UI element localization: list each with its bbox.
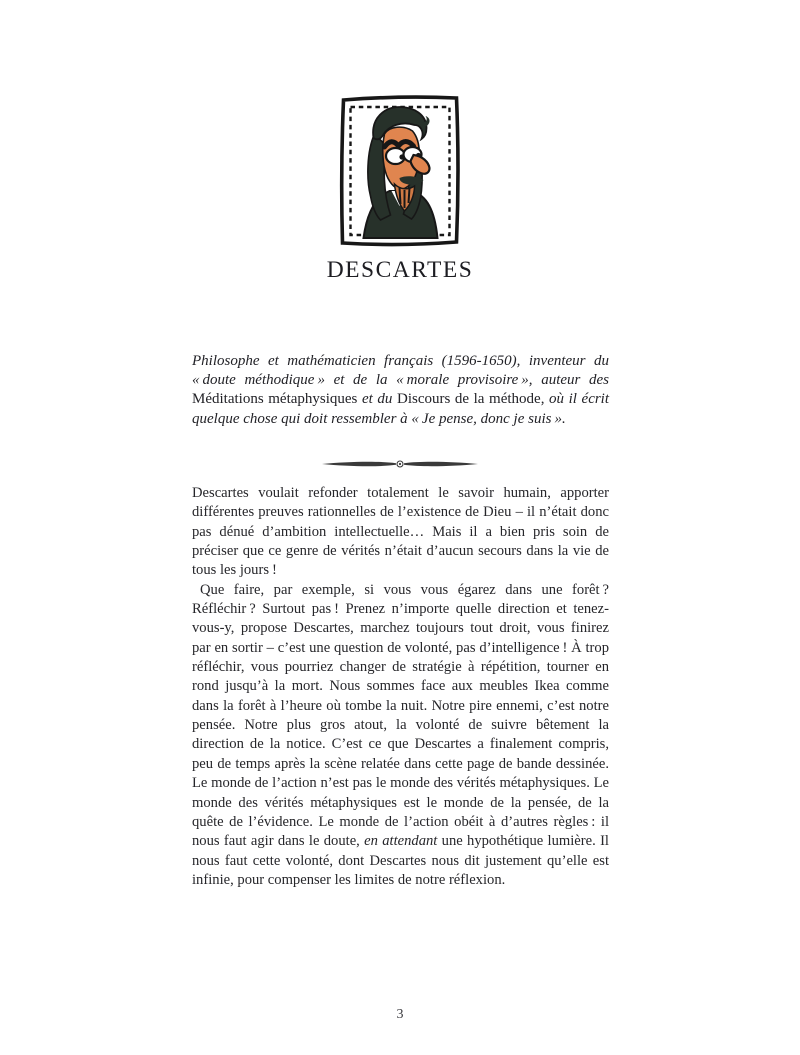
- text-segment: Descartes voulait refonder totalement le savoir humain, apporter différentes preuves rationnelles de l’existence de Dieu – il n’était donc pas dénué d’ambition intellectuelle… Mais il a bien pris soin de préciser que ce genre de vérités n’était d’aucun secours dans la vie de tous les jours !: [192, 485, 609, 579]
- ornament-right-blade: [404, 462, 478, 466]
- text-segment: en attendant: [364, 833, 438, 850]
- body-text: [192, 484, 609, 890]
- text-segment: Que faire, par exemple, si vous vous égarez dans une forêt ? Réfléchir ? Surtout pas ! Prenez n’importe quelle direction et tenez-vous-y, propose Descartes, marchez toujours tout droit, vous finirez par en sortir – c’est une question de volonté, pas d’intelligence ! À trop réfléchir, vous pourriez changer de stratégie à répétition, tourner en rond jusqu’à la mort. Nous sommes face aux meubles Ikea comme dans la forêt à l’heure où tombe la nuit. Notre pire ennemi, c’est notre pensée. Notre plus gros atout, la volonté de suivre bêtement la direction de la notice. C’est ce que Descartes a finalement compris, peu de temps après la scène relatée dans cette page de bande dessinée. Le monde de l’action n’est pas le monde des vérités métaphysiques. Le monde des vérités métaphysiques est le monde de la pensée, de la quête de l’évidence. Le monde de l’action obéit à d’autres règles : il nous faut agir dans le doute,: [192, 581, 609, 850]
- ornament-left-blade: [322, 462, 396, 466]
- text-segment: et du: [357, 391, 397, 408]
- portrait-frame: [337, 92, 464, 250]
- text-segment: une hypothétique lumière. Il nous faut cette volonté, dont Descartes nous dit justement qu’elle est infinie, pour compenser les limites de notre réflexion.: [192, 833, 609, 888]
- body-paragraph: [192, 581, 609, 891]
- body-paragraph: [192, 484, 609, 581]
- bio-paragraph: [192, 352, 609, 429]
- divider-ornament: [320, 456, 480, 466]
- text-segment: où il écrit quelque chose qui doit ressembler à « Je pense, donc je suis ».: [192, 391, 610, 427]
- pupil-left: [399, 154, 404, 159]
- spindle-ornament-icon: [320, 459, 480, 469]
- text-segment: Discours de la méthode,: [396, 391, 545, 408]
- ornament-center-dot: [399, 463, 401, 465]
- page-number: 3: [396, 1007, 404, 1022]
- text-segment: Méditations métaphysiques: [192, 391, 358, 408]
- text-segment: Philosophe et mathématicien français (1596-1650), inventeur du « doute méthodique » et de la « morale provisoire », auteur des: [192, 353, 609, 389]
- page-title: DESCARTES: [326, 257, 474, 283]
- descartes-portrait-illustration: [337, 92, 464, 250]
